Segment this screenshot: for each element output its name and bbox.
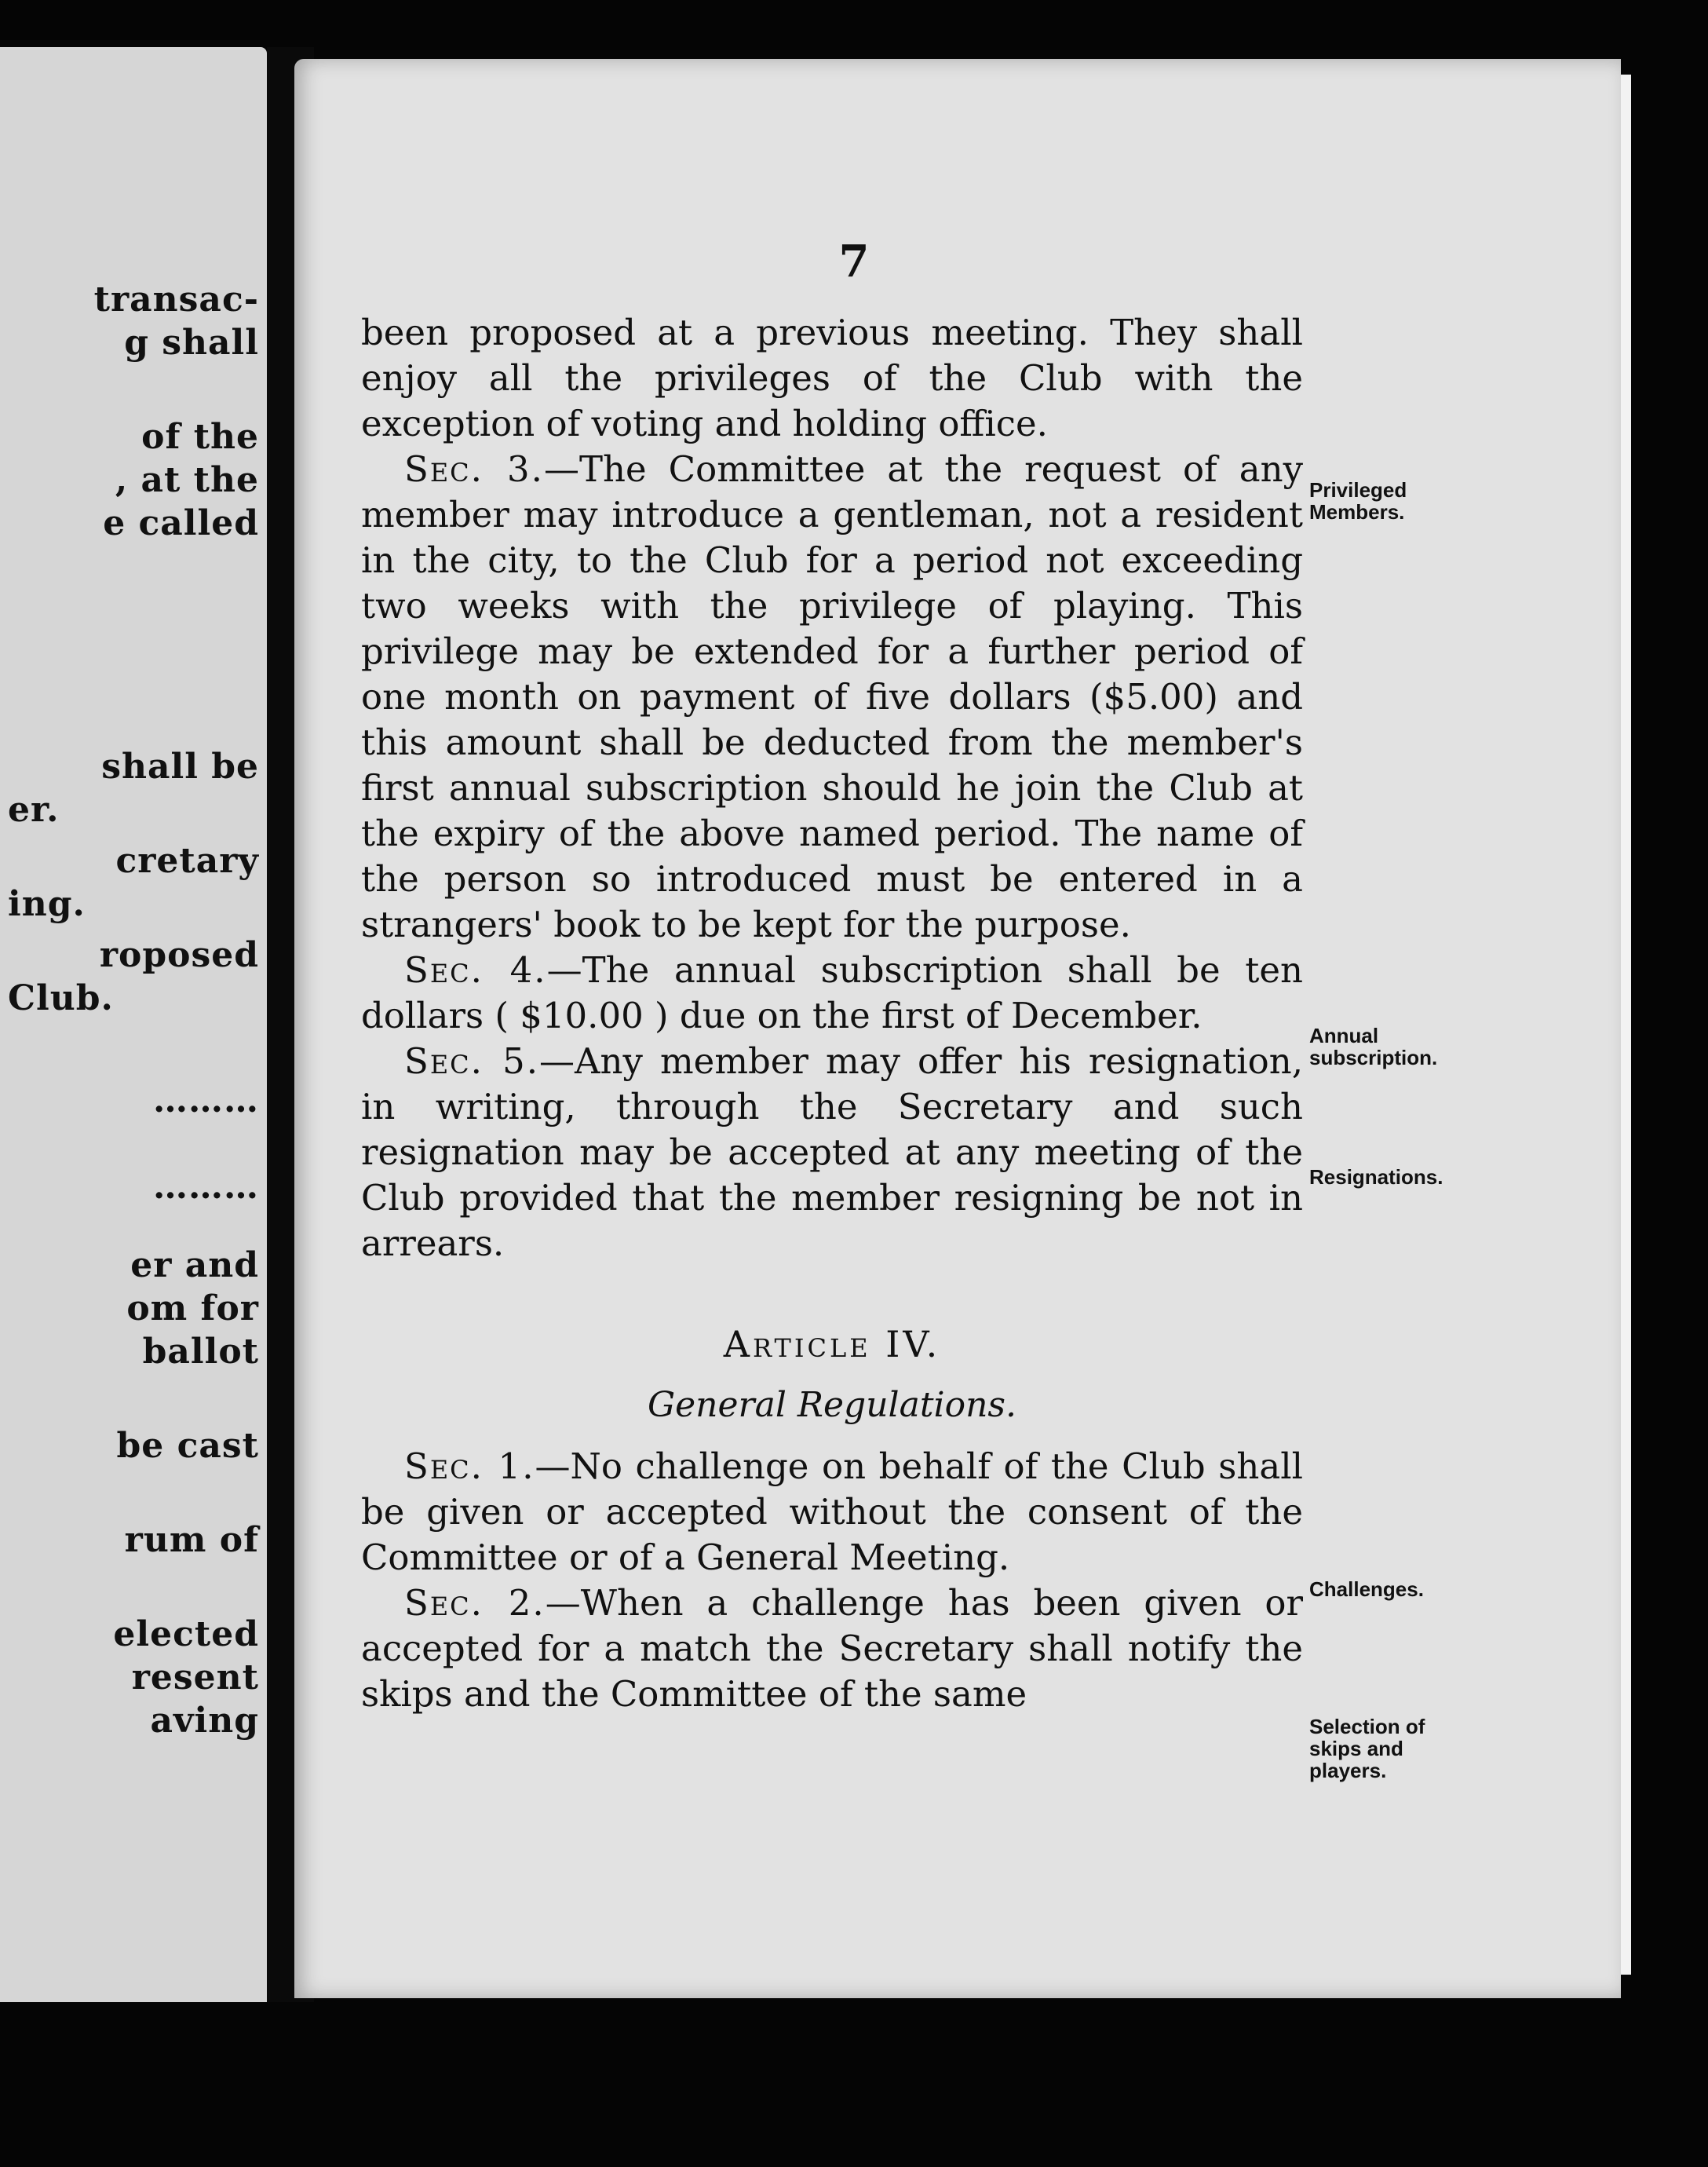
left-fragment: rum of <box>124 1520 259 1560</box>
left-fragment: be cast <box>116 1426 259 1466</box>
paragraph-text: —Any member may offer his resignation, in writing, through the Secretary and such resignation may be accepted at any meeting of the Club provided that the member resigning be not in arrears. <box>361 1040 1303 1264</box>
section-label: Sec. 1. <box>404 1445 535 1487</box>
left-page <box>0 47 267 2002</box>
left-fragment: Club. <box>8 978 114 1018</box>
left-fragment: e called <box>103 503 259 543</box>
margin-note-selection: Selection of skips and players. <box>1309 1715 1425 1782</box>
margin-note-privileged-members: Privileged Members. <box>1309 478 1407 524</box>
left-fragment: ……… <box>153 1167 259 1207</box>
left-fragment: resent <box>131 1657 259 1697</box>
left-fragment: er and <box>130 1245 259 1285</box>
paragraph-text: been proposed at a previous meeting. They shall enjoy all the privileges of the Club with the exception of voting and holding office. <box>361 312 1303 444</box>
section-label: Sec. 3. <box>404 448 544 490</box>
margin-note-annual-subscription: Annual subscription. <box>1309 1024 1438 1069</box>
left-fragment: shall be <box>101 747 259 787</box>
body-text <box>361 310 1303 1717</box>
section-label: Sec. 4. <box>404 949 547 991</box>
left-fragment: transac- <box>93 280 259 320</box>
left-fragment: of the <box>141 417 259 457</box>
paragraph-text: —The Committee at the request of any member may introduce a gentleman, not a resident in the city, to the Club for a period not exceeding two weeks with the privilege of playing. This privilege may be extended for a further period of one month on payment of five dollars ($5.00) and this amount shall be deducted from the member's first annual subscription should he join the Club at the expiry of the above named period. The name of the person so introduced must be entered in a strangers' book to be kept for the purpose. <box>361 448 1304 945</box>
section-label: Sec. 2. <box>404 1582 546 1624</box>
left-fragment: roposed <box>99 935 259 975</box>
left-fragment: aving <box>150 1701 259 1741</box>
left-fragment: elected <box>113 1614 259 1654</box>
article-heading: Article IV. <box>723 1323 941 1365</box>
paragraph-text: —No challenge on behalf of the Club shall be given or accepted without the consent of the Committee or of a General Meeting. <box>361 1445 1303 1578</box>
paragraph <box>361 1039 1303 1266</box>
paragraph <box>361 447 1303 948</box>
paragraph <box>361 1580 1303 1717</box>
left-fragment: ……… <box>153 1080 259 1120</box>
left-fragment: , at the <box>115 460 259 500</box>
margin-note-resignations: Resignations. <box>1309 1165 1443 1189</box>
left-fragment: er. <box>8 790 60 830</box>
margin-note-challenges: Challenges. <box>1309 1577 1424 1601</box>
paragraph <box>361 310 1303 447</box>
paragraph-text: —When a challenge has been given or accepted for a match the Secretary shall notify the skips and the Committee of the same <box>361 1582 1304 1715</box>
page-number: 7 <box>838 236 870 287</box>
left-fragment: ballot <box>142 1332 259 1372</box>
section-label: Sec. 5. <box>404 1040 540 1082</box>
paragraph-text: —The annual subscription shall be ten dollars ( $10.00 ) due on the first of December. <box>361 949 1304 1036</box>
paragraph <box>361 1444 1303 1580</box>
left-fragment: ing. <box>8 884 86 924</box>
left-fragment: g shall <box>124 323 259 363</box>
left-fragment: om for <box>126 1288 259 1328</box>
left-fragment: cretary <box>115 841 259 881</box>
article-subheading: General Regulations. <box>647 1385 1016 1425</box>
paragraph <box>361 948 1303 1039</box>
